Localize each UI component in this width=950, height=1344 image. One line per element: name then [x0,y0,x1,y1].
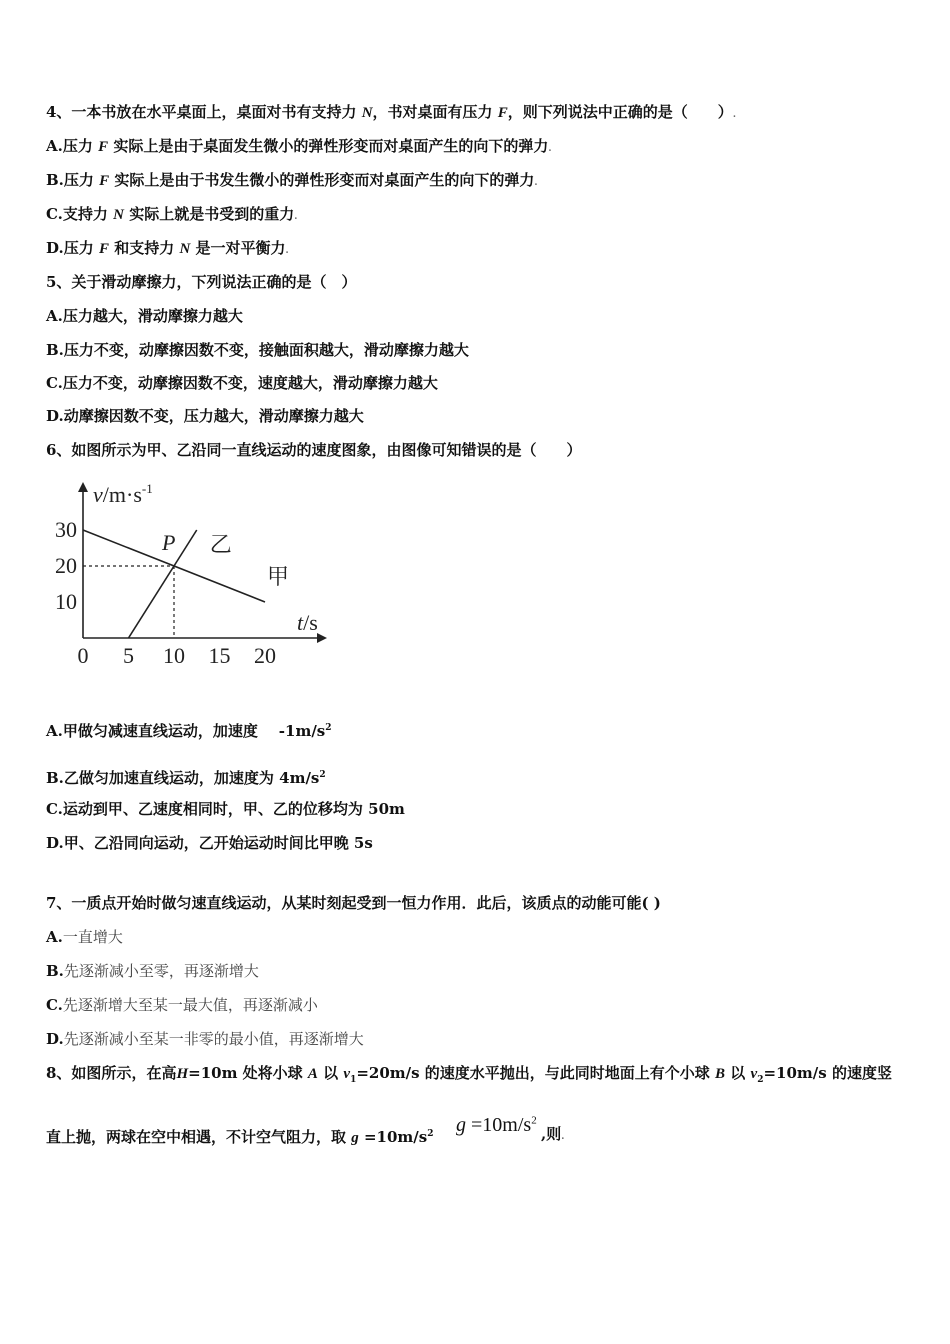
y-axis-arrow [78,482,88,492]
y-tick-label-30: 30 [55,517,77,542]
q5-stem: 5、关于滑动摩擦力，下列说法正确的是（ ） [46,273,357,291]
x-tick-label-10: 10 [163,643,185,668]
q4-option-a: A.压力 F 实际上是由于桌面发生微小的弹性形变而对桌面产生的向下的弹力. [46,137,552,155]
x-axis-label: t/s [297,610,318,635]
series-name-2: 乙 [209,532,232,557]
series-name-1: 甲 [267,564,290,589]
q8-line-2: 直上抛，两球在空中相遇，不计空气阻力，取 $g =10m/s^2$ [46,1128,434,1146]
x-tick-label-5: 5 [123,643,134,668]
velocity-time-graph [45,478,345,678]
x-tick-label-0: 0 [77,643,89,668]
g-equation-image: $g =10m/s^2$ [456,1114,537,1136]
y-axis-label: $v/m\cdot s^{-1}$ [93,481,153,507]
q5-option-a: A.压力越大，滑动摩擦力越大 [46,307,243,325]
q5-option-d: D.动摩擦因数不变，压力越大，滑动摩擦力越大 [46,407,364,425]
q6-option-b: B.乙做匀加速直线运动，加速度为 $4m/s^2$ [46,769,326,787]
q6-stem: 6、如图所示为甲、乙沿同一直线运动的速度图象，由图像可知错误的是（ ） [46,441,582,459]
q4-option-d: D.压力 F 和支持力 N 是一对平衡力. [46,239,289,257]
q8-line-2-end: ,则. [541,1125,565,1143]
q5-option-b: B.压力不变，动摩擦因数不变，接触面积越大，滑动摩擦力越大 [46,341,469,359]
q5-option-c: C.压力不变，动摩擦因数不变，速度越大，滑动摩擦力越大 [46,374,438,392]
q6-option-c: C.运动到甲、乙速度相同时，甲、乙的位移均为 50m [46,800,405,818]
q4-option-b: B.压力 F 实际上是由于书发生微小的弹性形变而对桌面产生的向下的弹力. [46,171,538,189]
q4-option-c: C.支持力 N 实际上就是书受到的重力. [46,205,298,223]
q7-stem: 7、一质点开始时做匀速直线运动，从某时刻起受到一恒力作用．此后，该质点的动能可能( ) [46,894,661,912]
x-axis-arrow [317,633,327,643]
x-tick-label-15: 15 [208,643,231,668]
q6-option-d: D.甲、乙沿同向运动，乙开始运动时间比甲晚 5s [46,834,373,852]
q6-option-a: A.甲做匀减速直线运动，加速度 $-1m/s^2$ [46,722,332,740]
y-tick-label-10: 10 [55,589,77,614]
intersection-label: P [162,530,176,555]
q7-option-a: A.一直增大 [46,928,123,946]
y-tick-label-20: 20 [55,553,77,578]
q7-option-b: B.先逐渐减小至零，再逐渐增大 [46,962,259,980]
q7-option-d: D.先逐渐减小至某一非零的最小值，再逐渐增大 [46,1030,364,1048]
q8-line-1: 8、如图所示，在高H=10m 处将小球 A 以 $v_1=20m/s$ 的速度水平抛出，与此同时地面上有个小球 B 以 $v_2=10m/s$ 的速度竖 [46,1064,892,1085]
x-tick-label-20: 20 [254,643,276,668]
q7-option-c: C.先逐渐增大至某一最大值，再逐渐减小 [46,996,318,1014]
q4-stem: 4、一本书放在水平桌面上，桌面对书有支持力 N，书对桌面有压力 F，则下列说法中正确的是（ ）. [46,103,736,121]
